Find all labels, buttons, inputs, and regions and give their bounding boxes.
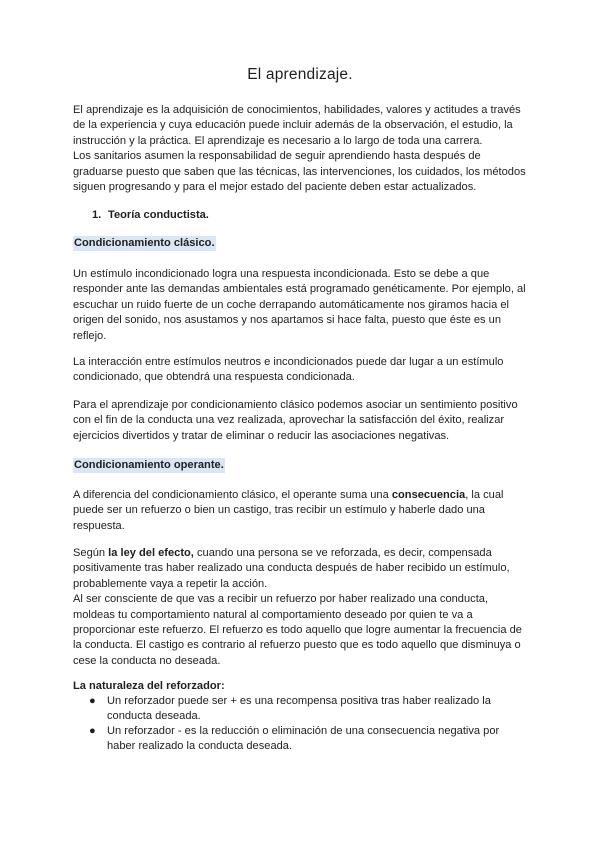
text-line: escuchar un ruido fuerte de un coche derrapando automáticamente nos giramos hacia el [73, 298, 510, 311]
text-line: reflejo. [73, 329, 107, 342]
section-heading-1 [92, 209, 209, 221]
heading-condicionamiento-clasico: Condicionamiento clásico. [74, 237, 215, 249]
list-item [89, 724, 527, 755]
text-line: cese la conducta no deseada. [73, 654, 221, 667]
bullet-icon: ● [89, 725, 96, 737]
bold-term-ley-del-efecto: la ley del efecto, [108, 547, 194, 559]
text-line: Un estímulo incondicionado logra una respuesta incondicionada. Esto se debe a que [73, 268, 490, 280]
text-line: condicionado, que obtendrá una respuesta condicionada. [73, 371, 355, 384]
text-span: Según [73, 547, 109, 559]
page-title: El aprendizaje. [247, 66, 353, 83]
text-line: siguen progresando y para el mejor estado del paciente deben estar actualizados. [73, 181, 477, 194]
text-span: A diferencia del condicionamiento clásico, el operante suma una [73, 489, 392, 501]
heading-naturaleza-reforzador: La naturaleza del reforzador: [73, 680, 225, 692]
text-line: la conducta. El castigo es contrario al refuerzo puesto que es todo aquello que disminuya o [73, 639, 521, 652]
section-title: Teoría conductista. [108, 209, 209, 221]
clasico-paragraph-1 [73, 267, 533, 344]
operante-paragraph-2 [73, 546, 533, 669]
text-line: origen del sonido, nos asustamos y nos apartamos si hace falta, puesto que éste es un [73, 314, 501, 327]
text-line: instrucción y la práctica. El aprendizaje es necesario a lo largo de toda una carrera. [73, 134, 483, 147]
text-line: conducta deseada. [107, 710, 201, 723]
text-line: Al ser consciente de que vas a recibir un refuerzo por haber realizado una conducta, [73, 593, 489, 606]
text-line: ejercicios divertidos y tratar de eliminar o reducir las asociaciones negativas. [73, 429, 450, 442]
bullet-icon: ● [89, 695, 96, 707]
section-number: 1. [92, 209, 102, 221]
text-span: , la cual [465, 489, 504, 501]
text-line: Para el aprendizaje por condicionamiento clásico podemos asociar un sentimiento positivo [73, 399, 518, 411]
clasico-paragraph-3 [73, 398, 533, 444]
text-line: probablemente vaya a repetir la acción. [73, 577, 268, 590]
text-line: Los sanitarios asumen la responsabilidad de seguir aprendiendo hasta después de [73, 150, 481, 163]
intro-paragraph [73, 103, 533, 195]
text-line: Un reforzador puede ser + es una recompensa positiva tras haber realizado la [107, 695, 491, 707]
text-line: puede ser un refuerzo o bien un castigo, tras recibir un estímulo y haberle dado una [73, 504, 485, 517]
text-line: respuesta. [73, 519, 125, 532]
text-line: positivamente tras haber realizado una conducta después de haber recibido un estímulo, [73, 562, 510, 575]
text-line: El aprendizaje es la adquisición de conocimientos, habilidades, valores y actitudes a través [73, 104, 521, 116]
text-line [73, 488, 533, 503]
text-line [73, 546, 533, 561]
text-line: de la experiencia y cuya educación puede incluir además de la observación, el estudio, la [73, 119, 513, 132]
operante-paragraph-1 [73, 488, 533, 534]
text-line: responder ante las demandas ambientales está programado genéticamente. Por ejemplo, al [73, 283, 526, 296]
bold-term-consecuencia: consecuencia [391, 489, 466, 501]
clasico-paragraph-2 [73, 355, 533, 386]
text-line: La interacción entre estímulos neutros e incondicionados puede dar lugar a un estímulo [73, 356, 504, 368]
text-span: cuando una persona se ve reforzada, es decir, compensada [193, 547, 492, 559]
list-item [89, 694, 527, 725]
text-line: haber realizado la conducta deseada. [107, 740, 293, 753]
heading-condicionamiento-operante: Condicionamiento operante. [74, 459, 224, 471]
text-line: moldeas tu comportamiento natural al comportamiento deseado por quien te va a [73, 608, 473, 621]
text-line: graduarse puesto que saben que las técnicas, las intervenciones, los cuidados, los métodos [73, 165, 526, 178]
text-line: proporcionar este refuerzo. El refuerzo es todo aquello que logre aumentar la frecuencia de [73, 624, 522, 637]
text-line: con el fin de la conducta una vez realizada, aprovechar la satisfacción del éxito, realizar [73, 414, 505, 427]
text-line: Un reforzador - es la reducción o eliminación de una consecuencia negativa por [107, 725, 500, 737]
